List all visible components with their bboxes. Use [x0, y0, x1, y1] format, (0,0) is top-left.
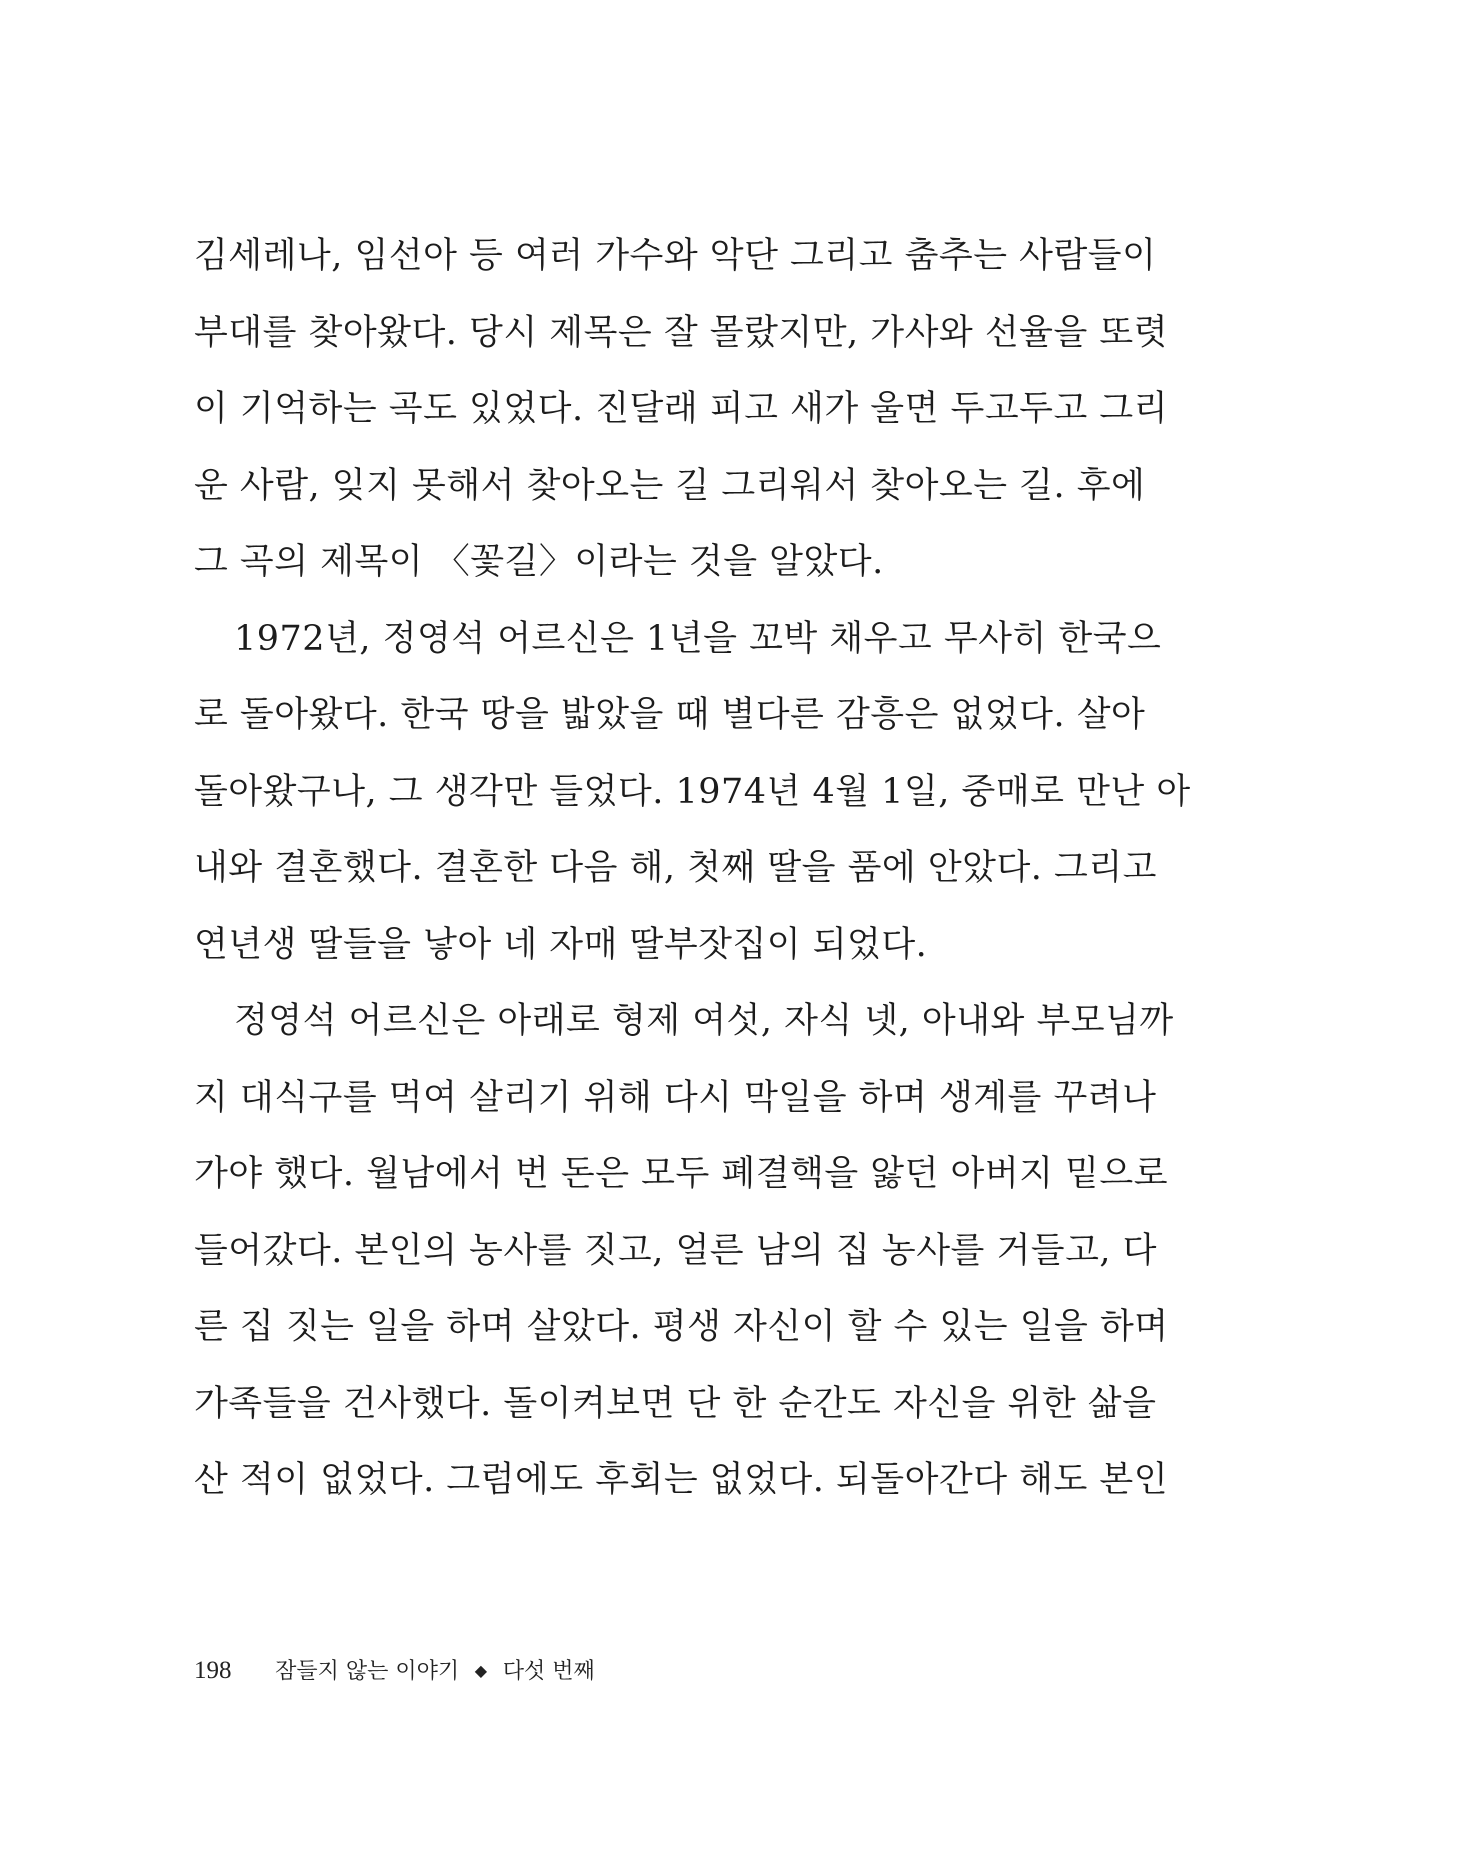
page-number: 198 [194, 1657, 232, 1684]
book-title: 잠들지 않는 이야기 [275, 1659, 460, 1684]
text-line: 른 집 짓는 일을 하며 살았다. 평생 자신이 할 수 있는 일을 하며 [194, 1307, 1169, 1347]
text-line: 내와 결혼했다. 결혼한 다음 해, 첫째 딸을 품에 안았다. 그리고 [194, 848, 1157, 888]
text-line: 로 돌아왔다. 한국 땅을 밟았을 때 별다른 감흥은 없었다. 살아 [194, 695, 1146, 735]
text-line: 가야 했다. 월남에서 번 돈은 모두 폐결핵을 앓던 아버지 밑으로 [194, 1154, 1169, 1194]
text-line: 돌아왔구나, 그 생각만 들었다. 1974년 4월 1일, 중매로 만난 아 [194, 771, 1191, 812]
text-line: 연년생 딸들을 낳아 네 자매 딸부잣집이 되었다. [194, 924, 928, 965]
text-line: 산 적이 없었다. 그럼에도 후회는 없었다. 되돌아간다 해도 본인 [194, 1460, 1169, 1500]
diamond-separator-icon: ◆ [474, 1661, 488, 1680]
text-line: 김세레나, 임선아 등 여러 가수와 악단 그리고 춤추는 사람들이 [194, 236, 1157, 276]
text-line: 부대를 찾아왔다. 당시 제목은 잘 몰랐지만, 가사와 선율을 또렷 [194, 312, 1169, 353]
page-footer [194, 1652, 595, 1688]
text-line: 그 곡의 제목이 〈꽃길〉이라는 것을 알았다. [194, 542, 884, 582]
paragraph-2 [194, 601, 1191, 984]
paragraph-3 [194, 983, 1174, 1519]
body-text [194, 218, 1191, 1519]
text-line: 정영석 어르신은 아래로 형제 여섯, 자식 넷, 아내와 부모님까 [234, 1001, 1174, 1041]
text-line: 들어갔다. 본인의 농사를 짓고, 얼른 남의 집 농사를 거들고, 다 [194, 1230, 1157, 1271]
paragraph-1 [194, 218, 1169, 601]
text-line: 지 대식구를 먹여 살리기 위해 다시 막일을 하며 생계를 꾸려나 [194, 1077, 1157, 1118]
text-line: 이 기억하는 곡도 있었다. 진달래 피고 새가 울면 두고두고 그리 [194, 389, 1169, 429]
chapter-title: 다섯 번째 [502, 1659, 595, 1684]
text-line: 운 사람, 잊지 못해서 찾아오는 길 그리워서 찾아오는 길. 후에 [194, 465, 1146, 506]
text-line: 가족들을 건사했다. 돌이켜보면 단 한 순간도 자신을 위한 삶을 [194, 1383, 1157, 1424]
text-line: 1972년, 정영석 어르신은 1년을 꼬박 채우고 무사히 한국으 [234, 618, 1162, 659]
